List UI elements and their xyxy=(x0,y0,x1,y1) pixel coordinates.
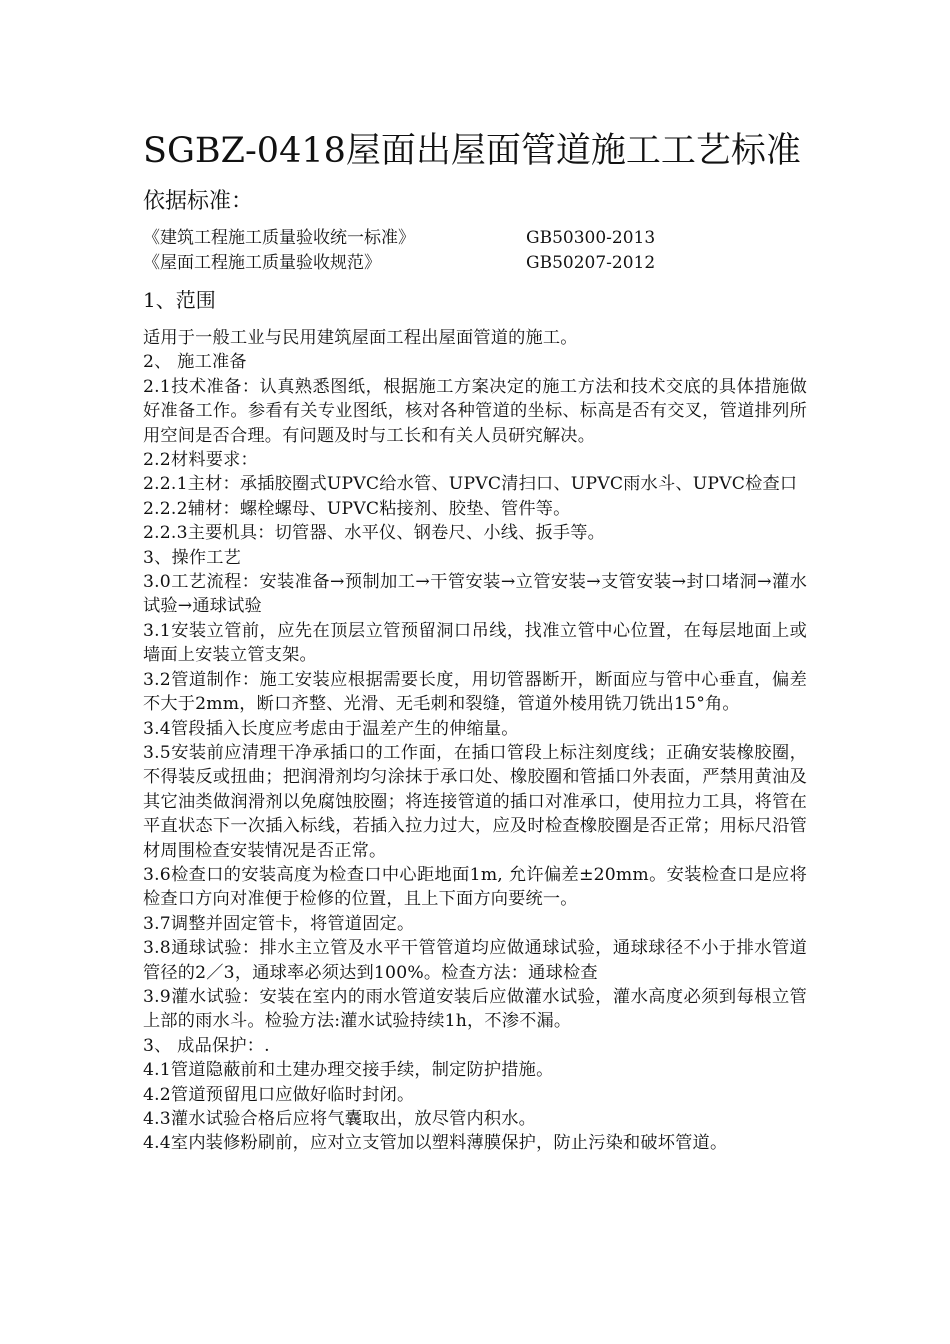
paragraph: 适用于一般工业与民用建筑屋面工程出屋面管道的施工。 xyxy=(143,328,578,348)
standard-row xyxy=(143,226,743,251)
paragraph: 3、 成品保护：. xyxy=(143,1035,270,1056)
basis-heading: 依据标准： xyxy=(143,189,254,214)
paragraph: 3、操作工艺 xyxy=(143,547,242,568)
paragraph: 2.2材料要求： xyxy=(143,450,258,471)
paragraph: 2.1技术准备：认真熟悉图纸，根据施工方案决定的施工方法和技术交底的具体措施做好准备工作。参看有关专业图纸，核对各种管道的坐标、标高是否有交叉，管道排列所用空间是否合理。有问题及时与工长和有关人员研究解决。 xyxy=(143,376,807,446)
standards-list xyxy=(143,226,743,276)
paragraph: 2.2.2辅材：螺栓螺母、UPVC粘接剂、胶垫、管件等。 xyxy=(143,498,571,519)
paragraph: 2.2.1主材：承插胶圈式UPVC给水管、UPVC清扫口、UPVC雨水斗、UPVC检查口 xyxy=(143,474,798,495)
paragraph: 3.6检查口的安装高度为检查口中心距地面1m, 允许偏差±20mm。安装检查口是应将检查口方向对准便于检修的位置，且上下面方向要统一。 xyxy=(143,864,807,910)
paragraph: 4.1管道隐蔽前和土建办理交接手续，制定防护措施。 xyxy=(143,1060,554,1081)
standard-row xyxy=(143,251,743,276)
paragraph: 3.1安装立管前，应先在顶层立管预留洞口吊线，找准立管中心位置，在每层地面上或墙面上安装立管支架。 xyxy=(143,620,807,666)
body-text xyxy=(143,326,807,1156)
paragraph: 3.5安装前应清理干净承插口的工作面，在插口管段上标注刻度线；正确安装橡胶圈，不得装反或扭曲；把润滑剂均匀涂抹于承口处、橡胶圈和管插口外表面，严禁用黄油及其它油类做润滑剂以免腐蚀胶圈；将连接管道的插口对准承口，使用拉力工具，将管在平直状态下一次插入标线，若插入拉力过大，应及时检查橡胶圈是否正常；用标尺沿管材周围检查安装情况是否正常。 xyxy=(143,742,807,861)
paragraph: 3.7调整并固定管卡，将管道固定。 xyxy=(143,913,415,934)
document-title: SGBZ-0418屋面出屋面管道施工工艺标准 xyxy=(143,131,801,171)
paragraph: 3.0工艺流程：安装准备→预制加工→干管安装→立管安装→支管安装→封口堵洞→灌水试验→通球试验 xyxy=(143,572,807,617)
paragraph: 3.9灌水试验：安装在室内的雨水管道安装后应做灌水试验，灌水高度必须到每根立管上部的雨水斗。检验方法:灌水试验持续1h，不渗不漏。 xyxy=(143,986,807,1032)
standard-code: GB50207-2012 xyxy=(526,253,656,273)
standard-code: GB50300-2013 xyxy=(526,228,656,248)
paragraph: 3.8通球试验：排水主立管及水平干管管道均应做通球试验，通球球径不小于排水管道管径的2／3，通球率必须达到100%。检查方法：通球检查 xyxy=(143,938,807,983)
section-heading-scope: 1、范围 xyxy=(143,288,216,312)
paragraph: 4.2管道预留甩口应做好临时封闭。 xyxy=(143,1084,415,1105)
paragraph: 4.3灌水试验合格后应将气囊取出，放尽管内积水。 xyxy=(143,1109,537,1129)
paragraph: 3.2管道制作：施工安装应根据需要长度，用切管器断开，断面应与管中心垂直，偏差不大于2mm，断口齐整、光滑、无毛刺和裂缝，管道外棱用铣刀铣出15°角。 xyxy=(143,669,807,715)
standard-name: 《屋面工程施工质量验收规范》 xyxy=(143,253,381,273)
standard-name: 《建筑工程施工质量验收统一标准》 xyxy=(143,228,415,248)
paragraph: 4.4室内装修粉刷前，应对立支管加以塑料薄膜保护，防止污染和破坏管道。 xyxy=(143,1133,728,1154)
paragraph: 2.2.3主要机具：切管器、水平仪、钢卷尺、小线、扳手等。 xyxy=(143,523,606,544)
paragraph: 2、 施工准备 xyxy=(143,352,247,373)
paragraph: 3.4管段插入长度应考虑由于温差产生的伸缩量。 xyxy=(143,718,519,739)
